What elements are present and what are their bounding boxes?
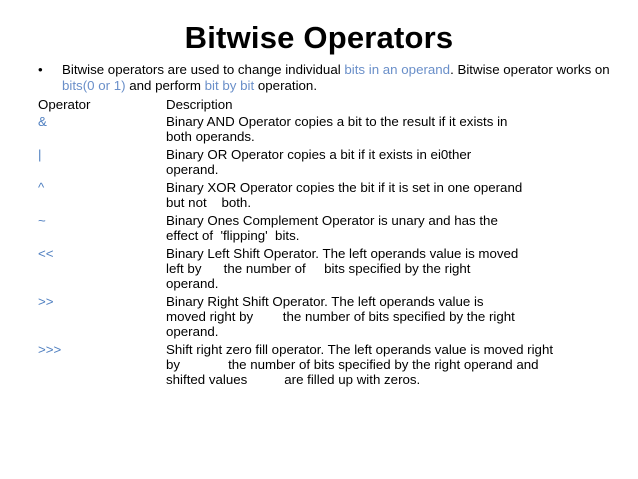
- table-row: [38, 213, 628, 243]
- operator-symbol: <<: [38, 246, 54, 261]
- intro-part-1: Bitwise operators are used to change individual: [62, 62, 345, 77]
- operator-description: Binary Right Shift Operator. The left operands value is moved right by the number of bits specified by the right operand.: [166, 294, 515, 339]
- table-header: [38, 97, 628, 112]
- table-row: [38, 342, 628, 387]
- intro-highlight-3: bit by bit: [204, 78, 255, 93]
- slide-title: Bitwise Operators: [184, 20, 454, 55]
- intro-text: [62, 62, 622, 94]
- operator-symbol: ~: [38, 213, 46, 228]
- operator-description: Binary OR Operator copies a bit if it exists in ei0ther operand.: [166, 147, 472, 177]
- operator-description: Binary AND Operator copies a bit to the result if it exists in both operands.: [166, 114, 508, 144]
- operator-symbol: ^: [38, 180, 45, 195]
- header-description: Description: [166, 97, 233, 112]
- bullet-marker: •: [38, 62, 43, 77]
- intro-part-4: operation.: [254, 78, 318, 93]
- operator-symbol: &: [38, 114, 47, 129]
- table-row: [38, 147, 628, 177]
- operator-description: Binary Left Shift Operator. The left operands value is moved left by the number of bits specified by the right operand.: [166, 246, 519, 291]
- intro-part-3: and perform: [125, 78, 205, 93]
- table-row: [38, 246, 628, 291]
- table-row: [38, 294, 628, 339]
- operator-symbol: >>>: [38, 342, 62, 357]
- intro-highlight-1: bits in an operand: [344, 62, 451, 77]
- intro-highlight-2: bits(0 or 1): [62, 78, 126, 93]
- operator-symbol: |: [38, 147, 42, 162]
- table-row: [38, 180, 628, 210]
- intro-part-2: . Bitwise operator works on: [450, 62, 610, 77]
- operator-symbol: >>: [38, 294, 54, 309]
- operators-table: [38, 97, 628, 390]
- operator-description: Binary Ones Complement Operator is unary and has the effect of 'flipping' bits.: [166, 213, 498, 243]
- table-row: [38, 114, 628, 144]
- operator-description: Shift right zero fill operator. The left operands value is moved right by the number of bits specified by the right operand and shifted values are filled up with zeros.: [166, 342, 554, 387]
- operator-description: Binary XOR Operator copies the bit if it is set in one operand but not both.: [166, 180, 523, 210]
- header-operator: Operator: [38, 97, 91, 112]
